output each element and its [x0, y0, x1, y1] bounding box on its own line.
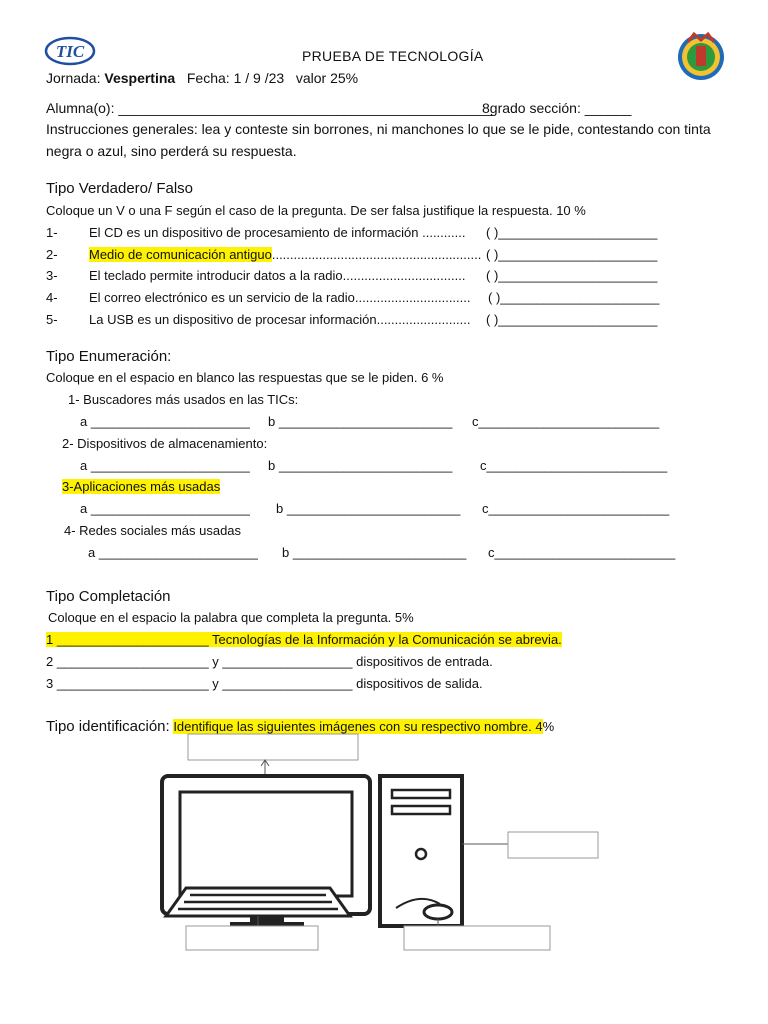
enum-b-4: b ________________________	[282, 545, 467, 560]
page-title: PRUEBA DE TECNOLOGÍA	[302, 48, 484, 64]
compl-line-1	[46, 632, 562, 647]
vf-blank-4: ( )______________________	[488, 290, 660, 305]
enum-c-2: c_________________________	[480, 458, 668, 473]
compl-line-2: 2 _____________________ y __________________ dispositivos de entrada.	[46, 654, 493, 669]
jornada-value: Vespertina	[104, 70, 176, 86]
answer-box-mouse[interactable]	[404, 926, 550, 950]
vf-num-1: 1-	[46, 225, 58, 240]
school-seal-icon	[676, 30, 726, 82]
vf-blank-5: ( )______________________	[486, 312, 658, 327]
answer-box-monitor[interactable]	[188, 734, 358, 760]
vf-text-1: El CD es un dispositivo de procesamiento de información ............	[89, 225, 466, 240]
vf-num-3: 3-	[46, 268, 58, 283]
enum-a-3: a ______________________	[80, 501, 250, 516]
enum-a-4: a ______________________	[88, 545, 258, 560]
enum-a-2: a ______________________	[80, 458, 250, 473]
jornada-label: Jornada:	[46, 70, 101, 86]
vf-instruction: Coloque un V o una F según el caso de la pregunta. De ser falsa justifique la respuesta. 10 %	[46, 203, 586, 218]
enum-b-2: b ________________________	[268, 458, 453, 473]
computer-illustration	[140, 732, 610, 954]
instructions-line-1: Instrucciones generales: lea y conteste sin borrones, ni manchones lo que se le pide, contestando con tinta	[46, 121, 711, 137]
tic-logo-text: TIC	[55, 42, 85, 61]
keyboard-icon	[166, 888, 350, 916]
vf-text-5: La USB es un dispositivo de procesar información..........................	[89, 312, 471, 327]
compl-line-3: 3 _____________________ y __________________ dispositivos de salida.	[46, 676, 483, 691]
compl-instruction: Coloque en el espacio la palabra que completa la pregunta. 5%	[48, 610, 414, 625]
vf-text-3: El teclado permite introducir datos a la radio..................................	[89, 268, 466, 283]
enum-label-1: 1- Buscadores más usados en las TICs:	[68, 392, 299, 407]
enum-c-4: c_________________________	[488, 545, 676, 560]
vf-blank-2: ( )______________________	[486, 247, 658, 262]
enum-label-2: 2- Dispositivos de almacenamiento:	[62, 436, 268, 451]
vf-blank-1: ( )______________________	[486, 225, 658, 240]
enum-label-3-highlight: 3-Aplicaciones más usadas	[62, 479, 221, 494]
tic-logo	[44, 36, 96, 66]
answer-box-cpu[interactable]	[508, 832, 598, 858]
enum-b-1: b ________________________	[268, 414, 453, 429]
vf-text-2-highlight: Medio de comunicación antiguo	[89, 247, 272, 262]
cpu-tower-icon	[380, 776, 462, 926]
ident-instruction: Identifique las siguientes imágenes con su respectivo nombre. 4	[173, 719, 543, 734]
fecha: Fecha: 1 / 9 /23	[186, 70, 285, 86]
enum-heading: Tipo Enumeración:	[46, 348, 172, 365]
valor: valor 25%	[295, 70, 359, 86]
enum-c-3: c_________________________	[482, 501, 670, 516]
compl-heading: Tipo Completación	[46, 588, 171, 605]
vf-text-4: El correo electrónico es un servicio de la radio................................	[89, 290, 471, 305]
grado-line: 8grado sección: ______	[482, 100, 632, 116]
vf-num-5: 5-	[46, 312, 58, 327]
vf-dots-2: ..........................................................	[271, 247, 482, 262]
answer-box-keyboard[interactable]	[186, 926, 318, 950]
vf-num-2: 2-	[46, 247, 58, 262]
enum-c-1: c_________________________	[472, 414, 660, 429]
vf-heading: Tipo Verdadero/ Falso	[46, 180, 194, 197]
jornada-line	[46, 70, 358, 86]
vf-text-2	[89, 247, 481, 262]
enum-b-3: b ________________________	[276, 501, 461, 516]
enum-a-1: a ______________________	[80, 414, 250, 429]
instructions-line-2: negra o azul, sino perderá su respuesta.	[46, 143, 297, 159]
enum-label-3	[62, 479, 220, 494]
vf-blank-3: ( )______________________	[486, 268, 658, 283]
ident-heading: Tipo identificación:	[46, 718, 170, 735]
alumno-line: Alumna(o): ________________________________________________	[46, 100, 493, 116]
compl-line-1-highlight: 1 _____________________ Tecnologías de la Información y la Comunicación se abrevia.	[46, 632, 562, 647]
enum-instruction: Coloque en el espacio en blanco las respuestas que se le piden. 6 %	[46, 370, 444, 385]
enum-label-4: 4- Redes sociales más usadas	[64, 523, 242, 538]
ident-pct: %	[542, 719, 555, 734]
vf-num-4: 4-	[46, 290, 58, 305]
